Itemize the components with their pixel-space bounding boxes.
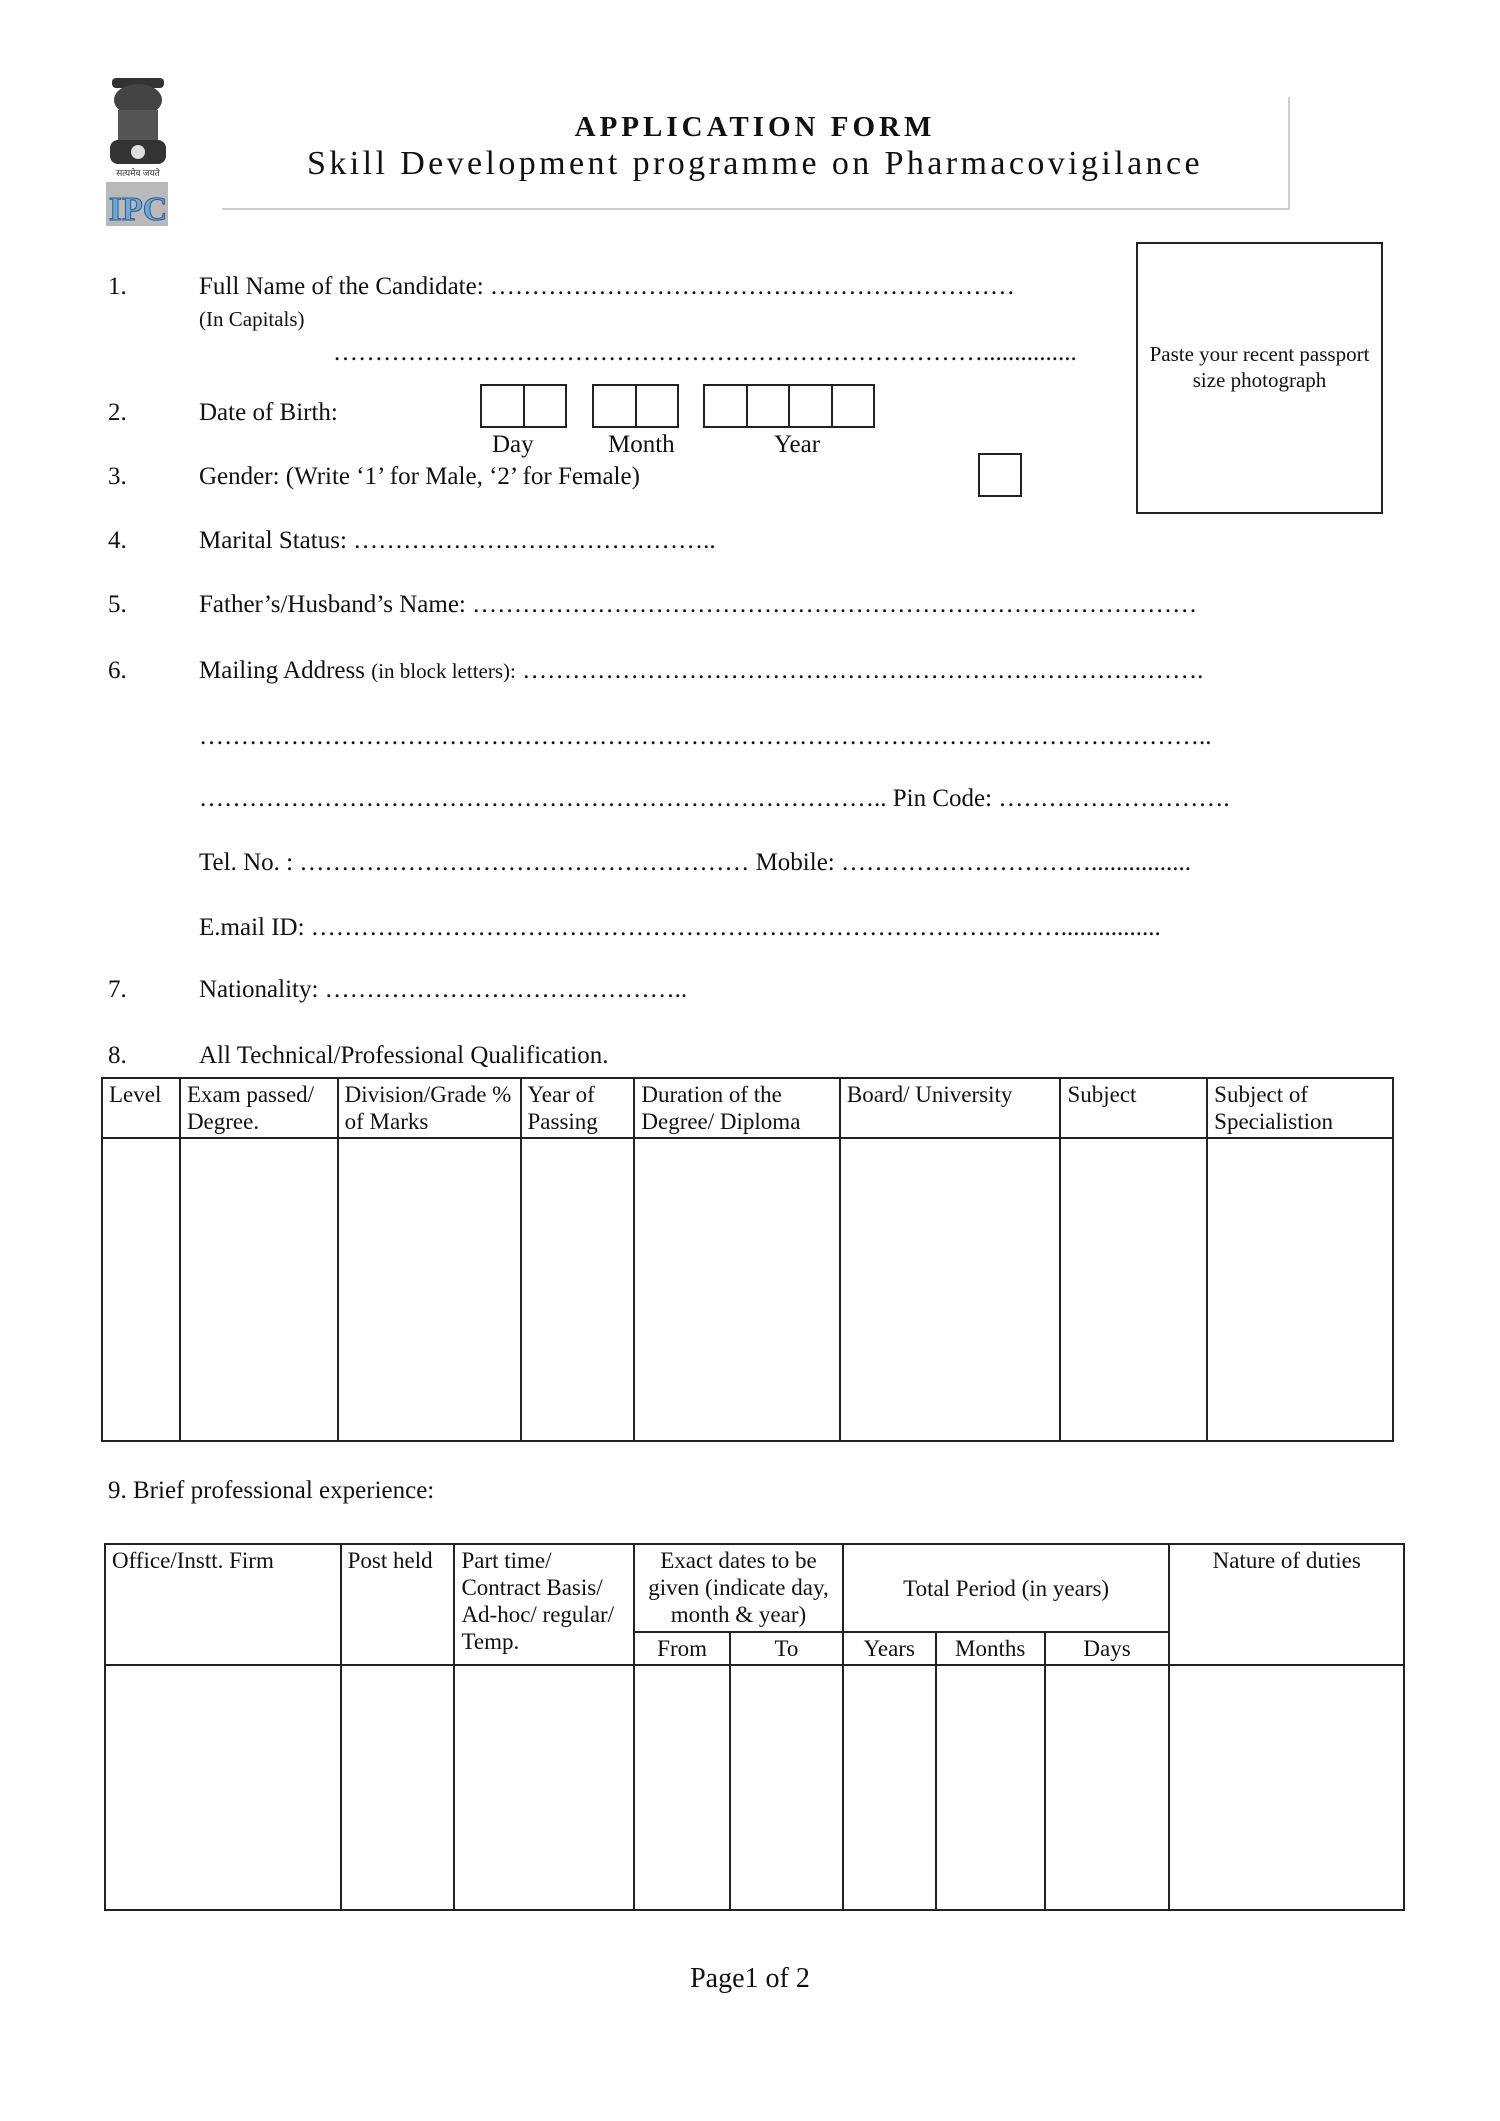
page-number: Page1 of 2 [690, 1963, 810, 1994]
svg-text:IPC: IPC [108, 191, 168, 228]
col-duration: Duration of the Degree/ Diploma [634, 1078, 840, 1138]
cell-to[interactable] [730, 1665, 843, 1910]
cell-post-held[interactable] [341, 1665, 455, 1910]
full-name-field[interactable]: Full Name of the Candidate: ……………………………………………………… [199, 273, 1015, 300]
dob-day-boxes[interactable] [480, 384, 567, 428]
item-number-8: 8. [108, 1042, 127, 1069]
cell-level[interactable] [102, 1138, 180, 1441]
qualification-table [101, 1077, 1394, 1442]
item-number-6: 6. [108, 657, 127, 684]
item-number-7: 7. [108, 976, 127, 1003]
item-number-3: 3. [108, 463, 127, 490]
cell-months[interactable] [936, 1665, 1045, 1910]
svg-text:सत्यमेव जयते: सत्यमेव जयते [116, 168, 160, 178]
dob-label: Date of Birth: [199, 399, 338, 426]
mailing-address-dots: ………………………………………………………………………. [522, 657, 1204, 684]
cell-subject[interactable] [1060, 1138, 1207, 1441]
mailing-address-line-3-pin-code[interactable]: ……………………………………………………………………….. Pin Code: ………………………. [199, 785, 1230, 812]
national-emblem-icon [92, 70, 186, 235]
dob-month-label: Month [608, 431, 675, 458]
table-row [102, 1138, 1393, 1441]
form-subtitle: Skill Development programme on Pharmacovigilance [307, 145, 1203, 182]
col-days: Days [1045, 1632, 1170, 1665]
col-office-firm: Office/Instt. Firm [105, 1544, 341, 1665]
cell-nature-of-duties[interactable] [1169, 1665, 1404, 1910]
photo-instruction: Paste your recent passport size photograph [1149, 342, 1370, 392]
dob-year-boxes[interactable] [703, 384, 875, 428]
col-years: Years [843, 1632, 936, 1665]
mailing-address-field[interactable] [199, 656, 1203, 686]
mailing-address-label: Mailing Address [199, 657, 365, 684]
mailing-address-line-2[interactable]: ………………………………………………………………………………………………………….. [199, 723, 1212, 750]
cell-from[interactable] [634, 1665, 730, 1910]
dob-year-label: Year [774, 431, 821, 458]
photo-box[interactable] [1136, 242, 1383, 514]
item-number-5: 5. [108, 591, 127, 618]
item-number-4: 4. [108, 527, 127, 554]
mailing-address-note: (in block letters): [371, 659, 516, 683]
cell-basis[interactable] [454, 1665, 634, 1910]
qualification-header-row [102, 1078, 1393, 1138]
col-post-held: Post held [341, 1544, 455, 1665]
form-title: APPLICATION FORM [574, 111, 936, 143]
cell-division-grade[interactable] [338, 1138, 521, 1441]
experience-header-row [105, 1544, 1404, 1632]
cell-years[interactable] [843, 1665, 936, 1910]
cell-board-university[interactable] [840, 1138, 1061, 1441]
col-months: Months [936, 1632, 1045, 1665]
cell-days[interactable] [1045, 1665, 1170, 1910]
col-nature-of-duties: Nature of duties [1169, 1544, 1404, 1665]
col-board-university: Board/ University [840, 1078, 1061, 1138]
experience-table [104, 1543, 1405, 1911]
full-name-note: (In Capitals) [199, 307, 305, 331]
nationality-field[interactable]: Nationality: …………………………………….. [199, 976, 688, 1003]
col-to: To [730, 1632, 843, 1665]
tel-mobile-field[interactable]: Tel. No. : ……………………………………………… Mobile: …………………………................ [199, 849, 1191, 876]
father-husband-name-field[interactable]: Father’s/Husband’s Name: …………………………………………………………………………… [199, 591, 1198, 618]
gender-box[interactable] [978, 453, 1022, 497]
dob-day-label: Day [492, 431, 534, 458]
ipc-emblem-logo [92, 70, 186, 235]
experience-heading: 9. Brief professional experience: [108, 1477, 435, 1504]
qualification-heading: All Technical/Professional Qualification. [199, 1042, 609, 1069]
col-division-grade: Division/Grade % of Marks [338, 1078, 521, 1138]
item-number-2: 2. [108, 399, 127, 426]
col-exam-passed: Exam passed/ Degree. [180, 1078, 338, 1138]
col-basis: Part time/ Contract Basis/ Ad-hoc/ regular/ Temp. [454, 1544, 634, 1665]
cell-specialisation[interactable] [1207, 1138, 1393, 1441]
col-level: Level [102, 1078, 180, 1138]
col-specialisation: Subject of Specialistion [1207, 1078, 1393, 1138]
cell-exam-passed[interactable] [180, 1138, 338, 1441]
item-number-1: 1. [108, 273, 127, 300]
email-field[interactable]: E.mail ID: ………………………………………………………………………………................ [199, 914, 1161, 941]
marital-status-field[interactable]: Marital Status: …………………………………….. [199, 527, 716, 554]
full-name-line-2[interactable]: ……………………………………………………………………............... [333, 339, 1077, 366]
col-total-period: Total Period (in years) [843, 1544, 1170, 1632]
gender-label: Gender: (Write ‘1’ for Male, ‘2’ for Female) [199, 463, 640, 490]
cell-year-of-passing[interactable] [521, 1138, 635, 1441]
col-exact-dates: Exact dates to be given (indicate day, month & year) [634, 1544, 843, 1632]
col-year-of-passing: Year of Passing [521, 1078, 635, 1138]
dob-month-boxes[interactable] [592, 384, 679, 428]
cell-office-firm[interactable] [105, 1665, 341, 1910]
table-row [105, 1665, 1404, 1910]
col-subject: Subject [1060, 1078, 1207, 1138]
cell-duration[interactable] [634, 1138, 840, 1441]
col-from: From [634, 1632, 730, 1665]
